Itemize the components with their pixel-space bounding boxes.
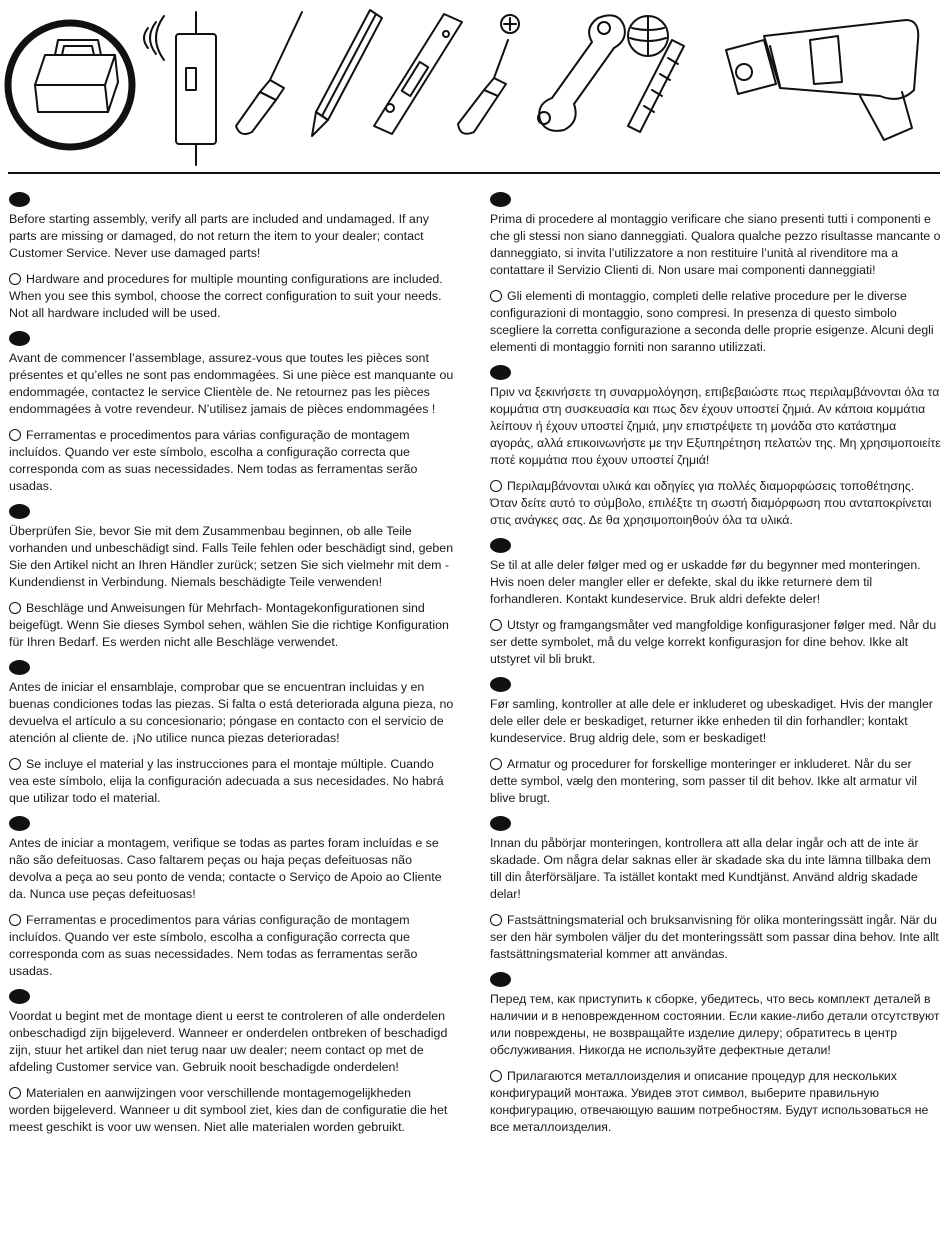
hardware-note-text: Beschläge und Anweisungen für Mehrfach- Montagekonfigurationen sind beigefügt. Wenn Sie dieses Symbol sehen, wählen Sie die richtige Konfiguration für Ihren Bedarf. Es werden nicht alle Beschläge verwendet. xyxy=(9,601,449,649)
hardware-note-text: Fastsättningsmaterial och bruksanvisning för olika monteringssätt ingår. När du ser den här symbolen väljer du det monteringssätt som passar dina behov. Inte allt fastsättningsmaterial kommer att användas. xyxy=(490,913,939,961)
parts-check-text: Antes de iniciar a montagem, verifique se todas as partes foram incluídas e se não são defeituosas. Caso faltarem peças ou haja peças defeituosas não devolva a peça ao seu ponto de venda; contacte o Serviço de Apoio ao Cliente da. Nunca use peças defeituosas! xyxy=(9,836,442,901)
wrench-icon xyxy=(538,15,625,131)
hardware-note-text: Se incluye el material y las instrucciones para el montaje múltiple. Cuando vea este símbolo, elija la configuración adecuada a sus necesidades. No habrá que utilizar todo el material. xyxy=(9,757,444,805)
circle-symbol-icon xyxy=(9,758,21,770)
hardware-note xyxy=(9,600,454,651)
section-el xyxy=(490,365,942,529)
hardware-note xyxy=(9,756,454,807)
language-badge xyxy=(9,331,30,346)
language-badge xyxy=(9,816,30,831)
hardware-note-text: Hardware and procedures for multiple mounting configurations are included. When you see this symbol, choose the correct configuration to suit your needs. Not all hardware included will be used. xyxy=(9,272,443,320)
section-de xyxy=(9,504,454,651)
section-fr xyxy=(9,331,454,495)
hardware-note xyxy=(9,912,454,980)
section-pt xyxy=(9,816,454,980)
stud-finder-icon xyxy=(144,12,216,165)
language-badge xyxy=(490,972,511,987)
circle-symbol-icon xyxy=(490,758,502,770)
hardware-note-text: Utstyr og framgangsmåter ved mangfoldige konfigurasjoner følger med. Når du ser dette symbolet, må du velge korrekt konfigurasjon for dine behov. Ikke alt utstyret vil bli brukt. xyxy=(490,618,937,666)
parts-check-text: Überprüfen Sie, bevor Sie mit dem Zusammenbau beginnen, ob alle Teile vorhanden und unbeschädigt sind. Falls Teile fehlen oder beschädigt sind, geben Sie den Artikel nicht an Ihren Händler zurück; setzen Sie sich vielmehr mit dem -Kundendienst in Verbindung. Niemals beschädigte Teile verwenden! xyxy=(9,524,454,589)
circle-symbol-icon xyxy=(490,480,502,492)
hardware-note-text: Materialen en aanwijzingen voor verschillende montagemogelijkheden worden bijgeleverd. Wanneer u dit symbool ziet, kies dan de configuratie die het meest geschikt is voor uw wensen. Niet alle materialen worden gebruikt. xyxy=(9,1086,448,1134)
hardware-note xyxy=(490,912,942,963)
section-en xyxy=(9,192,454,322)
toolbox-icon xyxy=(8,23,132,147)
hardware-note xyxy=(9,1085,454,1136)
hardware-note-text: Armatur og procedurer for forskellige monteringer er inkluderet. Når du ser dette symbol, vælg den montering, som passer til dit behov. Ikke alt armatur vil blive brugt. xyxy=(490,757,917,805)
awl-icon xyxy=(236,12,302,134)
parts-check-text: Før samling, kontroller at alle dele er inkluderet og ubeskadiget. Hvis der mangler dele eller dele er beskadiget, returner ikke enheden til din forhandler; kontakt kundeservice. Brug aldrig dele, som er beskadiget! xyxy=(490,697,933,745)
phillips-screwdriver-icon xyxy=(458,15,519,134)
parts-check-text: Antes de iniciar el ensamblaje, comprobar que se encuentran incluidas y en buenas condiciones todas las piezas. Si falta o está deteriorada alguna pieza, no devuelva el artículo a su concesionario; póngase en contacto con el servicio de atención al cliente de. ¡No utilice nunca piezas deterioradas! xyxy=(9,680,454,745)
circle-symbol-icon xyxy=(9,273,21,285)
section-sv xyxy=(490,816,942,963)
hardware-note-text: Прилагаются металлоизделия и описание процедур для нескольких конфигураций монтажа. Увидев этот символ, выберите правильную конфигурацию, отвечающую вашим потребностям. Будут использоваться не все металлоизделия. xyxy=(490,1069,929,1134)
hardware-note xyxy=(9,427,454,495)
language-badge xyxy=(9,504,30,519)
language-badge xyxy=(490,816,511,831)
required-tools-illustration xyxy=(0,0,950,172)
parts-check-text: Innan du påbörjar monteringen, kontrollera att alla delar ingår och att de inte är skadade. Om några delar saknas eller är skadade ska du inte lämna tillbaka dem till din återförsäljare. Ta istället kontakt med Kundtjänst. Använd aldrig skadade delar! xyxy=(490,836,931,901)
hardware-note xyxy=(490,478,942,529)
language-badge xyxy=(9,192,30,207)
language-badge xyxy=(490,538,511,553)
header-divider xyxy=(8,172,940,174)
hardware-note-text: Ferramentas e procedimentos para várias configuração de montagem incluídos. Quando ver este símbolo, escolha a configuração correcta que corresponda com as suas necessidades. Nem todas as ferramentas serão usadas. xyxy=(9,428,418,493)
hardware-note-text: Ferramentas e procedimentos para várias configuração de montagem incluídos. Quando ver este símbolo, escolha a configuração correcta que corresponda com as suas necessidades. Nem todas as ferramentas serão usadas. xyxy=(9,913,418,978)
parts-check-text: Prima di procedere al montaggio verificare che siano presenti tutti i componenti e che gli stessi non siano danneggiati. Qualora qualche pezzo risultasse mancante o danneggiato, si invita l’utilizzatore a non restituire l’unità al rivenditore ma a contattare il Servizio Clienti di. Non usare mai componenti danneggiati! xyxy=(490,212,941,277)
section-da xyxy=(490,677,942,807)
circle-symbol-icon xyxy=(9,429,21,441)
section-it xyxy=(490,192,942,356)
power-drill-icon xyxy=(726,20,918,140)
language-badge xyxy=(9,660,30,675)
section-ru xyxy=(490,972,942,1136)
language-badge xyxy=(490,365,511,380)
hardware-note xyxy=(490,1068,942,1136)
level-icon xyxy=(374,14,462,134)
language-badge xyxy=(490,677,511,692)
circle-symbol-icon xyxy=(9,602,21,614)
parts-check-text: Se til at alle deler følger med og er uskadde før du begynner med monteringen. Hvis noen deler mangler eller er defekte, skal du ikke returnere dem til forhandleren. Kontakt kundeservice. Bruk aldri defekte deler! xyxy=(490,558,921,606)
parts-check-text: Перед тем, как приступить к сборке, убедитесь, что весь комплект деталей в наличии и в неповрежденном состоянии. Если какие-либо детали отсутствуют или повреждены, не возвращайте изделие дилеру; обратитесь в центр обслуживания. Никогда не используйте дефектные детали! xyxy=(490,992,940,1057)
language-badge xyxy=(490,192,511,207)
section-es xyxy=(9,660,454,807)
hardware-note-text: Gli elementi di montaggio, completi delle relative procedure per le diverse configurazioni di montaggio, sono compresi. In presenza di questo simbolo scegliere la corretta configurazione a seconda delle proprie esigenze. Alcuni degli elementi di montaggio forniti non saranno utilizzati. xyxy=(490,289,934,354)
circle-symbol-icon xyxy=(490,914,502,926)
circle-symbol-icon xyxy=(490,619,502,631)
parts-check-text: Voordat u begint met de montage dient u eerst te controleren of alle onderdelen onbeschadigd zijn bijgeleverd. Wanneer er onderdelen ontbreken of beschadigd zijn, stuur het artikel dan niet terug naar uw dealer; neem contact op met de afdeling Customer service van. Gebruik nooit beschadigde onderdelen! xyxy=(9,1009,448,1074)
parts-check-text: Before starting assembly, verify all parts are included and undamaged. If any parts are missing or damaged, do not return the item to your dealer; contact Customer Service. Never use damaged parts! xyxy=(9,212,429,260)
circle-symbol-icon xyxy=(9,1087,21,1099)
section-no xyxy=(490,538,942,668)
circle-symbol-icon xyxy=(9,914,21,926)
hardware-note xyxy=(490,288,942,356)
right-column xyxy=(490,192,942,1145)
hardware-note xyxy=(490,617,942,668)
pencil-icon xyxy=(312,10,382,136)
parts-check-text: Avant de commencer l’assemblage, assurez-vous que toutes les pièces sont présentes et qu’elles ne sont pas endommagées. Si une pièce est manquante ou endommagée, contactez le service Clientèle de. Ne retournez pas les pièces endommagées à votre revendeur. N’utilisez jamais de pièces endommagées ! xyxy=(9,351,454,416)
hardware-note xyxy=(490,756,942,807)
hardware-note xyxy=(9,271,454,322)
hardware-note-text: Περιλαμβάνονται υλικά και οδηγίες για πολλές διαμορφώσεις τοποθέτησης. Όταν δείτε αυτό το σύμβολο, επιλέξτε τη σωστή διαμόρφωση που ανταποκρίνεται στις ανάγκες σας. Δε θα χρησιμοποιηθούν όλα τα υλικά. xyxy=(490,479,932,527)
drill-bit-icon xyxy=(628,16,684,132)
language-badge xyxy=(9,989,30,1004)
section-nl xyxy=(9,989,454,1136)
circle-symbol-icon xyxy=(490,290,502,302)
circle-symbol-icon xyxy=(490,1070,502,1082)
parts-check-text: Πριν να ξεκινήσετε τη συναρμολόγηση, επιβεβαιώστε πως περιλαμβάνονται όλα τα κομμάτια στη συσκευασία και πως δεν έχουν υποστεί ζημιά. Αν κάποια κομμάτια λείπουν ή έχουν υποστεί ζημιά, μην επιστρέψετε τη μονάδα στο κατάστημα αγοράς, αλλά επικοινωνήστε με την Εξυπηρέτηση πελατών της. Μη χρησιμοποιείτε ποτέ κομμάτια που έχουν υποστεί ζημιά! xyxy=(490,385,941,467)
left-column xyxy=(9,192,454,1145)
